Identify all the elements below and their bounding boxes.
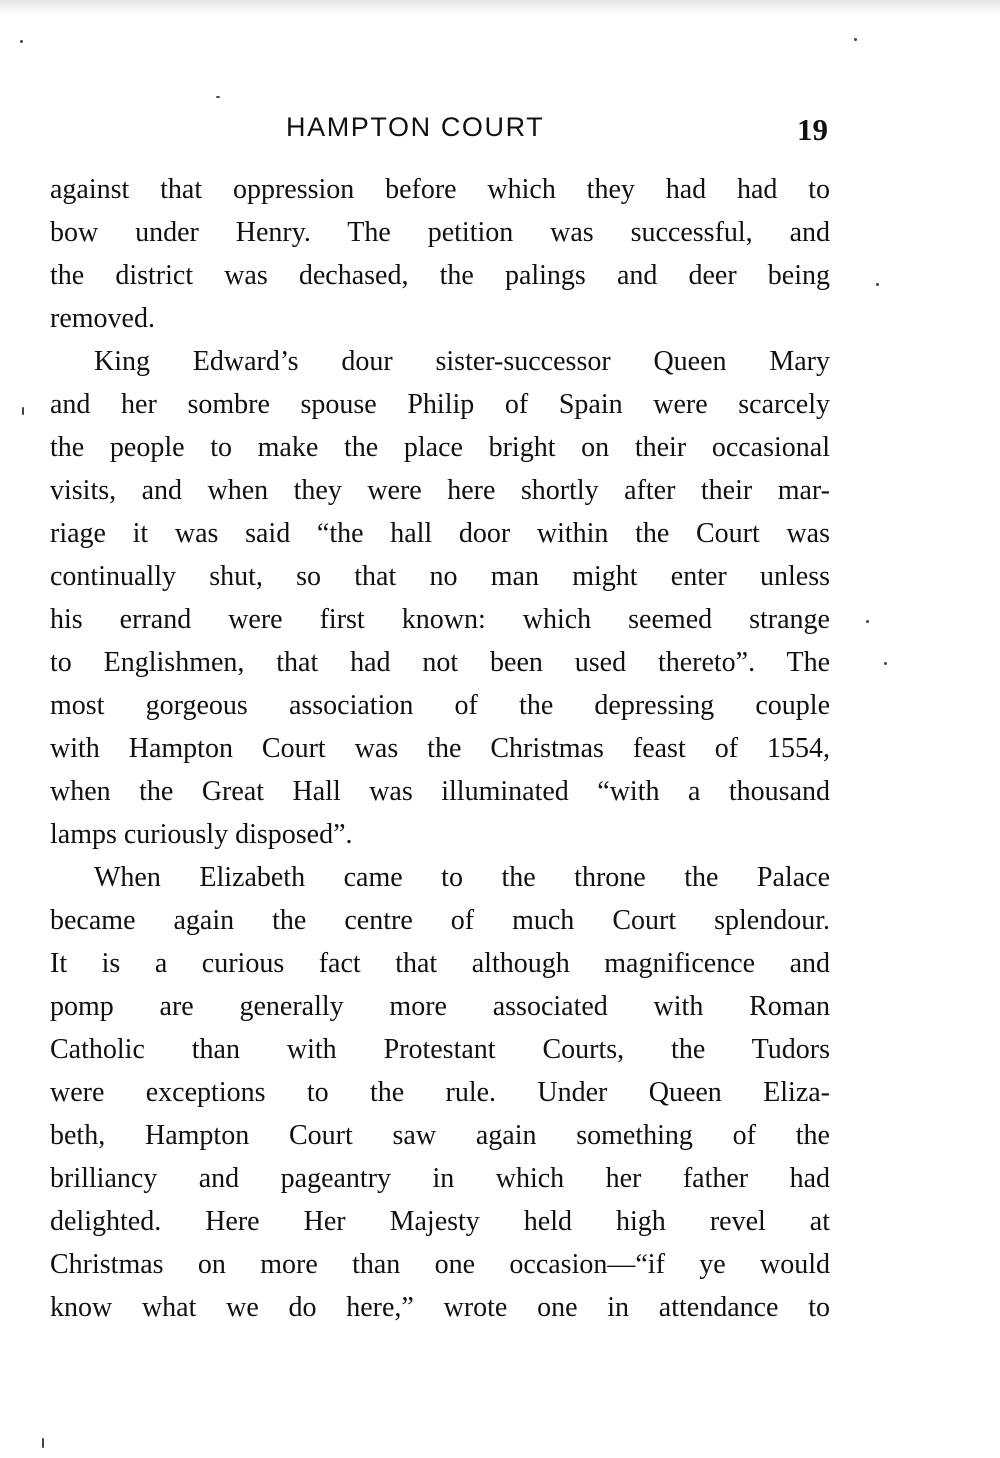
text-line: and her sombre spouse Philip of Spain were scarcely [50, 389, 830, 420]
text-line: lamps curiously disposed”. [50, 819, 353, 850]
scan-speck [854, 38, 857, 41]
text-line: visits, and when they were here shortly after their mar- [50, 475, 830, 506]
scan-speck [22, 407, 24, 415]
body-text [50, 168, 830, 1329]
running-head: HAMPTON COURT [286, 112, 545, 142]
scan-speck [884, 662, 887, 665]
text-line: his errand were first known: which seemed strange [50, 604, 830, 635]
text-line: continually shut, so that no man might enter unless [50, 561, 830, 592]
text-line: the district was dechased, the palings and deer being [50, 260, 830, 291]
text-line: Christmas on more than one occasion—“if ye would [50, 1249, 830, 1280]
text-line: when the Great Hall was illuminated “with a thousand [50, 776, 830, 807]
text-line: bow under Henry. The petition was successful, and [50, 217, 830, 248]
scan-speck [20, 40, 23, 43]
text-line: to Englishmen, that had not been used thereto”. The [50, 647, 830, 678]
scan-speck [42, 1438, 44, 1448]
text-line: brilliancy and pageantry in which her father had [50, 1163, 830, 1194]
page-number: 19 [797, 112, 828, 147]
scan-edge-shading [0, 0, 1000, 14]
text-line: delighted. Here Her Majesty held high revel at [50, 1206, 830, 1237]
text-line: were exceptions to the rule. Under Queen Eliza- [50, 1077, 830, 1108]
text-line: It is a curious fact that although magnificence and [50, 948, 830, 979]
scan-speck [876, 283, 879, 286]
text-line: the people to make the place bright on their occasional [50, 432, 830, 463]
text-line: When Elizabeth came to the throne the Palace [94, 862, 830, 893]
text-line: most gorgeous association of the depressing couple [50, 690, 830, 721]
text-line: against that oppression before which they had had to [50, 174, 830, 205]
text-line: know what we do here,” wrote one in attendance to [50, 1292, 830, 1323]
text-line: became again the centre of much Court splendour. [50, 905, 830, 936]
text-line: pomp are generally more associated with Roman [50, 991, 830, 1022]
scan-speck [866, 620, 869, 623]
scan-speck [216, 96, 220, 98]
text-line: beth, Hampton Court saw again something of the [50, 1120, 830, 1151]
text-line: with Hampton Court was the Christmas feast of 1554, [50, 733, 830, 764]
text-line: Catholic than with Protestant Courts, the Tudors [50, 1034, 830, 1065]
page-header [50, 112, 830, 158]
text-line: riage it was said “the hall door within the Court was [50, 518, 830, 549]
text-line: King Edward’s dour sister-successor Queen Mary [94, 346, 830, 377]
text-line: removed. [50, 303, 155, 334]
